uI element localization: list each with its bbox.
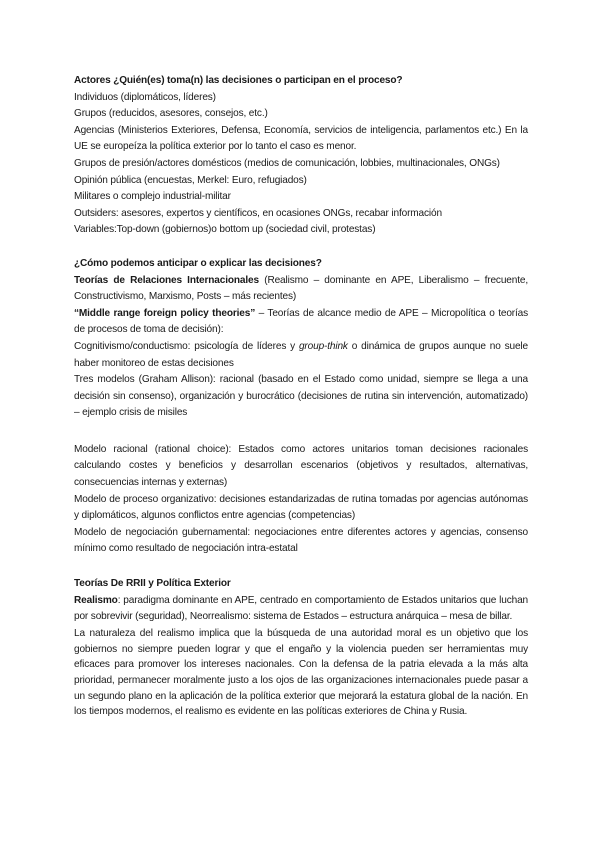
bold-term: “Middle range foreign policy theories” — [74, 307, 256, 319]
spacer — [74, 558, 528, 576]
paragraph-organizational-model: Modelo de proceso organizativo: decisiones estandarizadas de rutina tomadas por agencias autónomas y diplomáticos, algunos conflictos entre agencias (competencias) — [74, 493, 528, 522]
list-item: Grupos (reducidos, asesores, consejos, etc.) — [74, 108, 268, 120]
section-heading-anticipate: ¿Cómo podemos anticipar o explicar las decisiones? — [74, 257, 322, 269]
paragraph-text: Cognitivismo/conductismo: psicología de líderes y — [74, 340, 299, 352]
paragraph-text: o dinámica de grupos aunque no suele haber monitoreo de estas decisiones — [74, 340, 528, 369]
paragraph-text: : paradigma dominante en APE, centrado en comportamiento de Estados unitarios que luchan por sobrevivir (seguridad), Neorrealismo: sistema de Estados – estructura anárquica – mesa de billar. — [74, 594, 528, 623]
list-item: Grupos de presión/actores domésticos (medios de comunicación, lobbies, multinacionales, ONGs) — [74, 157, 500, 169]
paragraph-ri-theories — [74, 273, 528, 306]
list-item: Individuos (diplomáticos, líderes) — [74, 91, 216, 103]
paragraph-realism — [74, 593, 528, 626]
paragraph-three-models: Tres modelos (Graham Allison): racional (basado en el Estado como unidad, siempre se llega a una decisión sin consenso), organización y burocrático (decisiones de rutina sin intervención, automatizado) – ejemplo crisis de misiles — [74, 374, 528, 419]
document-page — [74, 73, 528, 720]
paragraph-cognitivism — [74, 339, 528, 372]
paragraph-realism-nature: La naturaleza del realismo implica que la búsqueda de una autoridad moral es un objetivo que los gobiernos no siempre pueden lograr y que el engaño y la violencia pueden ser herramientas muy eficaces para promover los intereses nacionales. Con la defensa de la patria elevada a la más alta prioridad, permanecer moralmente justo a los ojos de las organizaciones internacionales puede pasar a un segundo plano en la aplicación de la política exterior que mejorará la estatura global de la nación. En los tiempos modernos, el realismo es evidente en las políticas exteriores de China y Rusia. — [74, 627, 528, 718]
paragraph-text: (Realismo – dominante en APE, Liberalismo – frecuente, Constructivismo, Marxismo, Posts – más recientes) — [74, 274, 528, 303]
paragraph-negotiation-model: Modelo de negociación gubernamental: negociaciones entre diferentes actores y agencias, consenso mínimo como resultado de negociación intra-estatal — [74, 526, 528, 555]
list-item: Outsiders: asesores, expertos y científicos, en ocasiones ONGs, recabar información — [74, 207, 442, 219]
bold-term: Teorías de Relaciones Internacionales — [74, 274, 259, 286]
paragraph-middle-range — [74, 306, 528, 339]
section-heading-ri-theories: Teorías De RRII y Política Exterior — [74, 578, 231, 590]
spacer — [74, 422, 528, 442]
section-heading-actors: Actores ¿Quién(es) toma(n) las decisiones o participan en el proceso? — [74, 75, 403, 86]
paragraph-rational-model: Modelo racional (rational choice): Estados como actores unitarios toman decisiones racionales calculando costes y beneficios y desarrollan escenarios (objetivos y resultados, alternativas, consecuencias internas y externas) — [74, 443, 528, 489]
spacer — [74, 239, 528, 256]
bold-term: Realismo — [74, 594, 118, 606]
italic-term: group-think — [298, 340, 348, 352]
list-item: Variables:Top-down (gobiernos)o bottom up (sociedad civil, protestas) — [74, 224, 376, 236]
list-item: Opinión pública (encuestas, Merkel: Euro, refugiados) — [74, 174, 307, 186]
list-item: Militares o complejo industrial-militar — [74, 191, 231, 203]
paragraph-text: – Teorías de alcance medio de APE – Micropolítica o teorías de procesos de toma de decisión): — [74, 307, 529, 336]
list-item: Agencias (Ministerios Exteriores, Defensa, Economía, servicios de inteligencia, parlamentos etc.) En la UE se europeíza la política exterior por lo tanto el caso es menor. — [74, 124, 528, 153]
